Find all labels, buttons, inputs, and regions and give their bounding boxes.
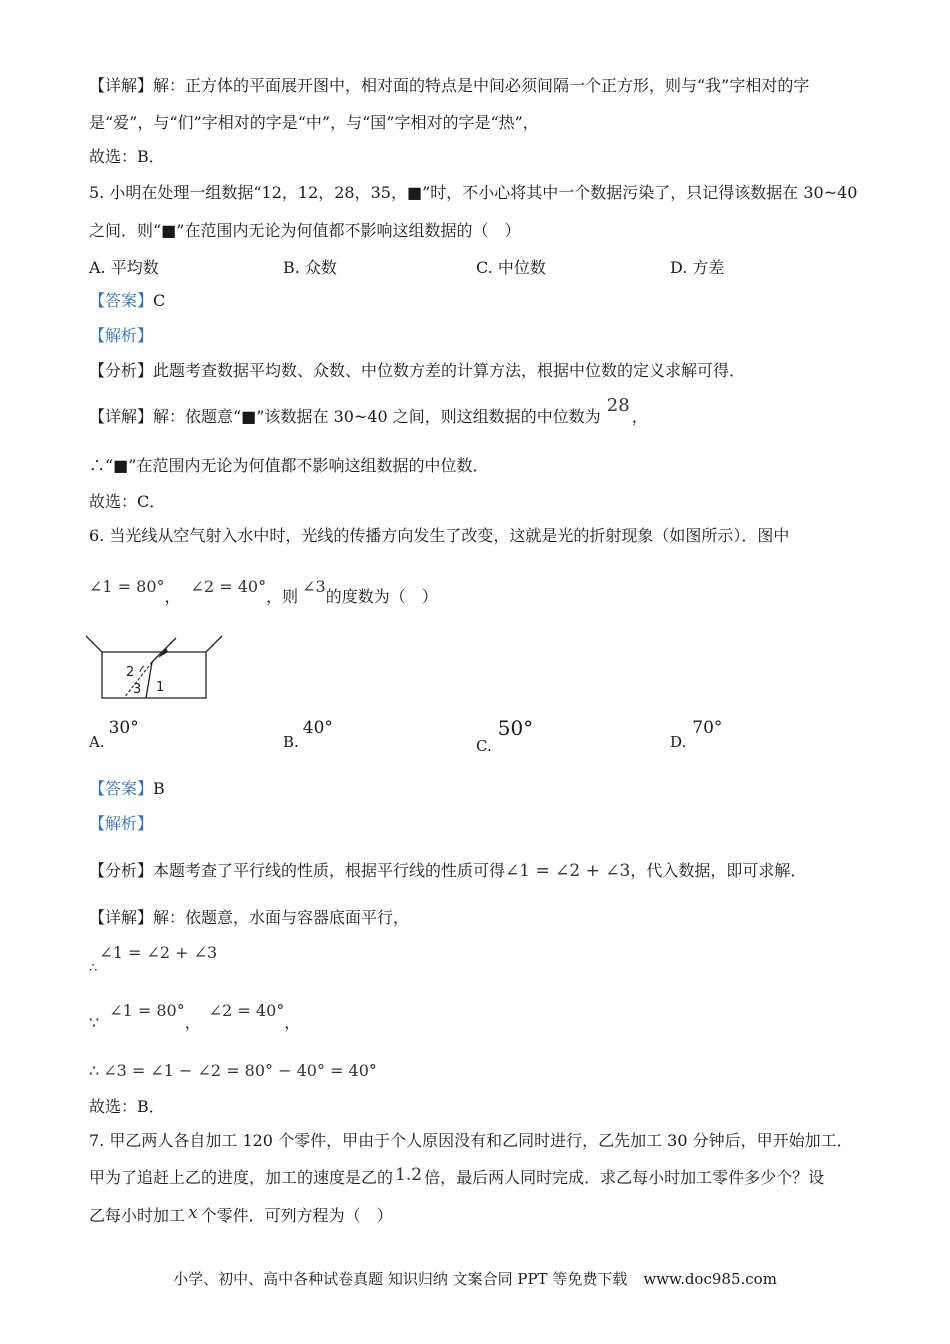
label-angle-2: 2: [126, 665, 135, 680]
q6-because: [89, 1000, 301, 1032]
q5-stem-line1: 5. 小明在处理一组数据“12，12，28，35，■”时，不小心将其中一个数据污染了，只记得该数据在 30~40: [89, 183, 858, 202]
q5-option-c: C. 中位数: [476, 258, 546, 277]
q5-detail-suffix: ，: [631, 407, 648, 426]
q5-analysis: 【分析】此题考查数据平均数、众数、中位数方差的计算方法，根据中位数的定义求解可得．: [89, 361, 746, 380]
therefore-symbol: ∴: [89, 961, 98, 976]
q6-option-d: [670, 718, 723, 751]
option-label: C.: [476, 737, 492, 755]
page-footer: [0, 1268, 950, 1289]
label-angle-3: 3: [133, 682, 142, 697]
q7-variable-x: x: [188, 1203, 198, 1223]
q5-answer: [89, 290, 165, 312]
q5-stem-line2: 之间．则“■”在范围内无论为何值都不影响这组数据的（ ）: [89, 221, 521, 240]
q6-therefore1-formula: ∠1 = ∠2 + ∠3: [99, 943, 218, 962]
q5-option-d: D. 方差: [670, 258, 725, 277]
q6-analysis-formula: ∠1 = ∠2 + ∠3: [505, 861, 631, 881]
q5-choose: 故选：C．: [89, 492, 166, 511]
q6-because-b: ∠2 = 40°: [208, 1001, 285, 1020]
q5-detail-value: 28: [606, 395, 630, 416]
q6-analysis-suffix: ，代入数据，即可求解．: [630, 861, 807, 880]
q6-option-a: [89, 718, 139, 751]
q7-stem-line2: [89, 1167, 824, 1189]
option-value: 70°: [692, 718, 723, 738]
q4-detail-line1: 【详解】解：正方体的平面展开图中，相对面的特点是中间必须间隔一个正方形，则与“我”字相对的字: [89, 76, 810, 95]
q6-choose: 故选：B．: [89, 1097, 165, 1116]
q6-given-angle3: ∠3: [302, 577, 326, 596]
q6-therefore2-formula: ∠3 = ∠1 − ∠2 = 80° − 40° = 40°: [103, 1061, 377, 1080]
q6-given: [89, 577, 438, 608]
q6-given-angle2: ∠2 = 40°: [190, 577, 267, 596]
q7-stem-line2-suffix: 倍，最后两人同时完成．求乙每小时加工零件多少个？设: [424, 1168, 825, 1187]
q6-detail: 【详解】解：依题意，水面与容器底面平行，: [89, 908, 410, 927]
answer-value: B: [153, 779, 165, 798]
q5-analysis-tag: 【解析】: [89, 326, 154, 345]
option-value: 50°: [497, 716, 534, 740]
q6-analysis: [89, 860, 806, 882]
q4-detail-line2: 是“爱”，与“们”字相对的字是“中”，与“国”字相对的字是“热”，: [89, 113, 539, 132]
q6-option-b: [283, 718, 333, 751]
q5-option-b: B. 众数: [283, 258, 337, 277]
answer-tag: 【答案】: [89, 291, 154, 310]
option-label: A.: [89, 733, 105, 751]
q7-stem-line3-prefix: 乙每小时加工: [89, 1206, 186, 1225]
footer-text: 小学、初中、高中各种试卷真题 知识归纳 文案合同 PPT 等免费下载: [173, 1270, 628, 1288]
q6-given-angle1: ∠1 = 80°: [89, 577, 165, 596]
because-symbol: ∵: [89, 1013, 100, 1032]
therefore-symbol: ∴: [89, 1061, 100, 1080]
q6-given-sep: ，: [164, 587, 181, 606]
option-label: D.: [670, 733, 687, 751]
q7-speed-factor: 1.2: [395, 1165, 423, 1185]
q7-stem-line3: [89, 1205, 393, 1227]
option-label: B.: [283, 733, 299, 751]
option-value: 40°: [302, 718, 333, 738]
q7-stem-line2-prefix: 甲为了追赶上乙的进度，加工的速度是乙的: [89, 1168, 394, 1187]
q6-because-end: ，: [284, 1013, 301, 1032]
q5-detail-prefix: 【详解】解：依题意“■”该数据在 30~40 之间，则这组数据的中位数为: [89, 407, 601, 426]
q6-because-a: ∠1 = 80°: [109, 1001, 185, 1020]
q5-detail: [89, 395, 648, 428]
q6-because-sep: ，: [184, 1013, 201, 1032]
q6-therefore2: [89, 1060, 377, 1082]
refracted-ray: [146, 662, 152, 698]
q5-conclusion: ∴“■”在范围内无论为何值都不影响这组数据的中位数．: [89, 456, 489, 475]
answer-value: C: [153, 291, 166, 310]
q6-option-c: [476, 716, 534, 755]
q7-stem-line3-suffix: 个零件．可列方程为（ ）: [200, 1206, 393, 1225]
q4-choose: 故选：B．: [89, 147, 165, 166]
q5-option-a: A. 平均数: [89, 258, 159, 277]
q7-stem-line1: 7. 甲乙两人各自加工 120 个零件，甲由于个人原因没有和乙同时进行，乙先加工 30 分钟后，甲开始加工．: [89, 1131, 853, 1150]
q6-analysis-prefix: 【分析】本题考查了平行线的性质，根据平行线的性质可得: [89, 861, 506, 880]
label-angle-1: 1: [156, 680, 165, 695]
refraction-figure: [86, 632, 226, 704]
container-outline: [86, 636, 222, 698]
q6-given-tail: 的度数为（ ）: [325, 587, 438, 606]
q6-stem-line1: 6. 当光线从空气射入水中时，光线的传播方向发生了改变，这就是光的折射现象（如图所示）．图中: [89, 526, 790, 545]
angle-arc: [140, 666, 144, 672]
option-value: 30°: [108, 718, 139, 738]
q6-therefore1: [89, 942, 218, 976]
q6-analysis-tag: 【解析】: [89, 814, 154, 833]
answer-tag: 【答案】: [89, 779, 154, 798]
footer-url[interactable]: www.doc985.com: [643, 1270, 777, 1288]
q6-answer: [89, 778, 165, 800]
q6-given-then: ，则: [266, 587, 299, 606]
